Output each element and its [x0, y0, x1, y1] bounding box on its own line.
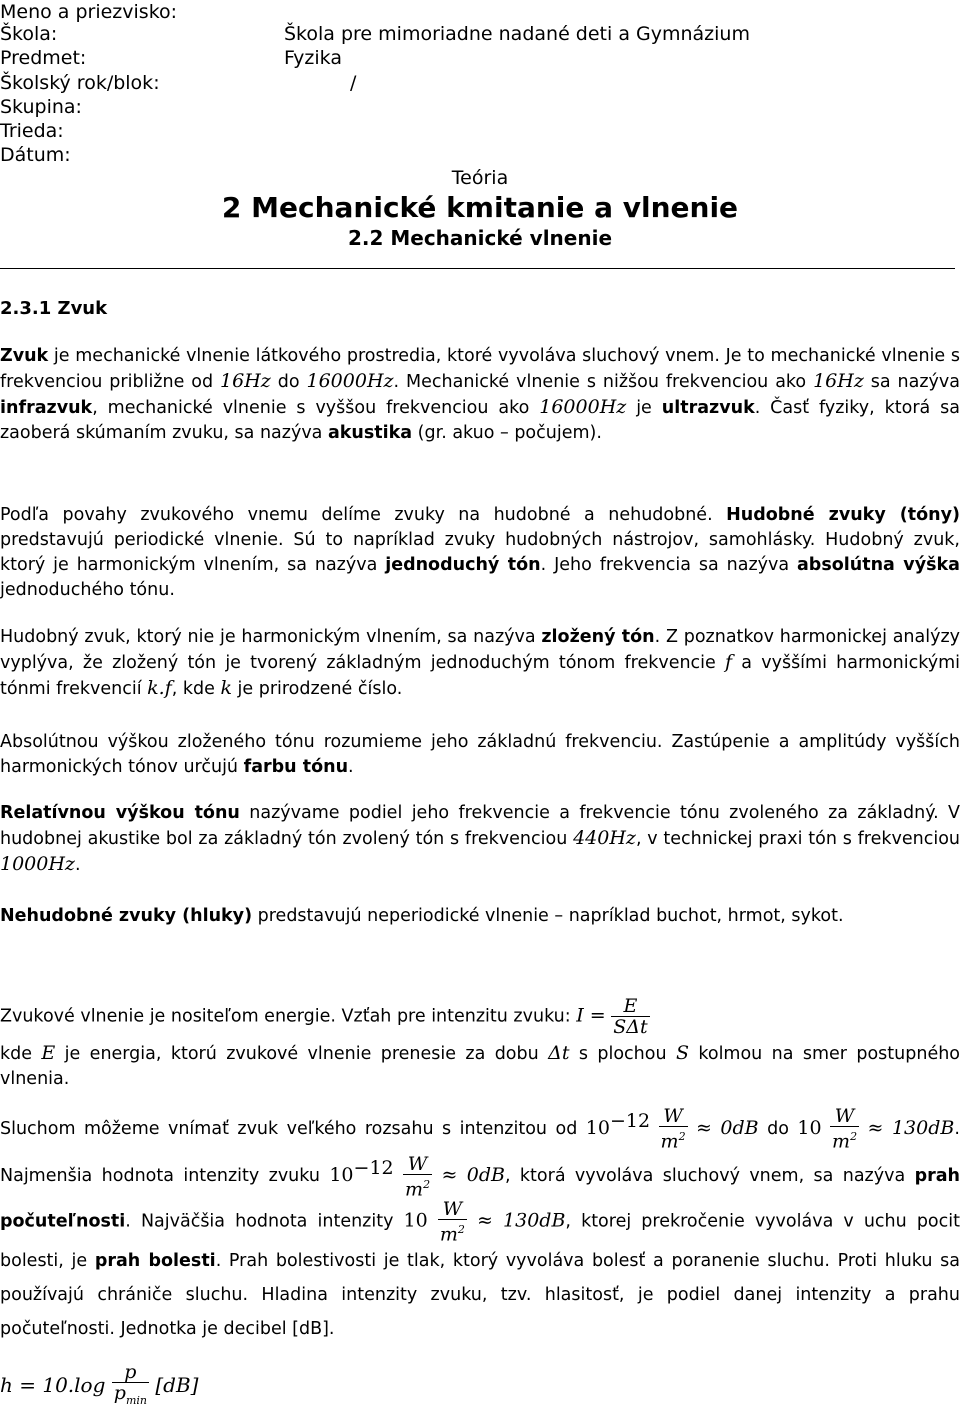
date-label: Dátum:	[0, 144, 71, 166]
name-label: Meno a priezvisko:	[0, 1, 178, 23]
paragraph-sound: Zvuk je mechanické vlnenie látkového prostredia, ktoré vyvoláva sluchový vnem. Je to mechanické vlnenie s frekvenciou približne od 16Hz do 16000Hz. Mechanické vlnenie s nižšou frekvenciou ako 16Hz sa nazýva infrazvuk, mechanické vlnenie s vyššou frekvenciou ako 16000Hz je ultrazvuk. Časť fyziky, ktorá sa zaoberá skúmaním zvuku, sa nazýva akustika (gr. akuo – počujem).	[0, 346, 960, 443]
term-ultrazvuk: ultrazvuk	[661, 398, 755, 418]
paragraph-complex-tone: Hudobný zvuk, ktorý nie je harmonickým vlnením, sa nazýva zložený tón. Z poznatkov harmonickej analýzy vyplýva, že zložený tón je tvorený základným jednoduchým tónom frekvencie f a vyššími harmonickými tónmi frekvencií k.f, kde k je prirodzené číslo.	[0, 627, 960, 699]
section-heading: 2.3.1 Zvuk	[0, 298, 108, 319]
term-infrazvuk: infrazvuk	[0, 398, 93, 418]
school-value: Škola pre mimoriadne nadané deti a Gymnázium	[284, 23, 750, 45]
math-16000hz: 16000Hz	[306, 370, 394, 392]
term-prah-pocutelnosti: prah počuteľnosti	[0, 1166, 960, 1232]
paragraph-definitions: kde E je energia, ktorú zvukové vlnenie prenesie za dobu Δt s plochou S kolmou na smer postupného vlnenia.	[0, 1042, 960, 1089]
subject-value: Fyzika	[284, 47, 342, 69]
paragraph-intensity: Zvukové vlnenie je nositeľom energie. Vzťah pre intenzitu zvuku: I = $\frac{E}{\text{SΔt}}$	[0, 995, 648, 1038]
paragraph-timbre: Absolútnou výškou zloženého tónu rozumieme jeho základnú frekvenciu. Zastúpenie a amplitúdy vyšších harmonických tónov určujú farbu tónu.	[0, 732, 960, 777]
paragraph-noise: Nehudobné zvuky (hluky) predstavujú neperiodické vlnenie – napríklad buchot, hrmot, sykot.	[0, 906, 844, 926]
doc-kind: Teória	[451, 167, 509, 189]
term-akustika: akustika	[327, 423, 413, 443]
paragraph-thresholds: Sluchom môžeme vnímať zvuk veľkého rozsahu s intenzitou od $10^{-12}$ $\frac{W}{m^2}$ ≈ 0dB do 10 $\frac{W}{m^2}$ ≈ 130dB. Najmenšia hodnota intenzity zvuku $10^{-12}$ $\frac{W}{m^2}$ ≈ 0dB, ktorá vyvoláva sluchový vnem, sa nazýva prah počuteľnosti. Najväčšia hodnota intenzity 10 $\frac{W}{m^2}$ ≈ 130dB, ktorej prekročenie vyvoláva v uchu pocit bolesti, je prah bolesti. Prah bolestivosti je tlak, ktorý vyvoláva bolesť a poranenie sluchu. Proti hluku sa používajú chrániče sluchu. Hladina intenzity zvuku, tzv. hlasitosť, je podiel danej intenzity a prahu počuteľnosti. Jednotka je decibel [dB].	[0, 1105, 960, 1340]
year-label: Školský rok/blok:	[0, 72, 160, 94]
paragraph-relative-pitch: Relatívnou výškou tónu nazývame podiel jeho frekvencie a frekvencie tónu zvoleného za základný. V hudobnej akustike bol za základný tón zvolený tón s frekvenciou 440Hz, v technickej praxi tón s frekvenciou 1000Hz.	[0, 803, 960, 875]
term-prah-bolesti: prah bolesti	[94, 1251, 216, 1272]
page-title: 2 Mechanické kmitanie a vlnenie	[221, 191, 739, 224]
math-16hz: 16Hz	[220, 370, 271, 392]
divider	[0, 268, 955, 269]
intensity-fraction: $\frac{E}{\text{SΔt}}$	[613, 995, 648, 1038]
year-value: /	[350, 72, 357, 94]
school-label: Škola:	[0, 23, 58, 45]
paragraph-musical: Podľa povahy zvukového vnemu delíme zvuky na hudobné a nehudobné. Hudobné zvuky (tóny) predstavujú periodické vlnenie. Sú to napríklad zvuky hudobných nástrojov, samohlásky. Hudobný zvuk, ktorý je harmonickým vlnením, sa nazýva jednoduchý tón. Jeho frekvencia sa nazýva absolútna výška jednoduchého tónu.	[0, 505, 960, 600]
subject-label: Predmet:	[0, 47, 87, 69]
page-subtitle: 2.2 Mechanické vlnenie	[347, 226, 613, 250]
group-label: Skupina:	[0, 96, 82, 118]
class-label: Trieda:	[0, 120, 64, 142]
loudness-equation: h = 10.log $\frac{p}{p_{min}}$ [dB]	[0, 1361, 199, 1407]
